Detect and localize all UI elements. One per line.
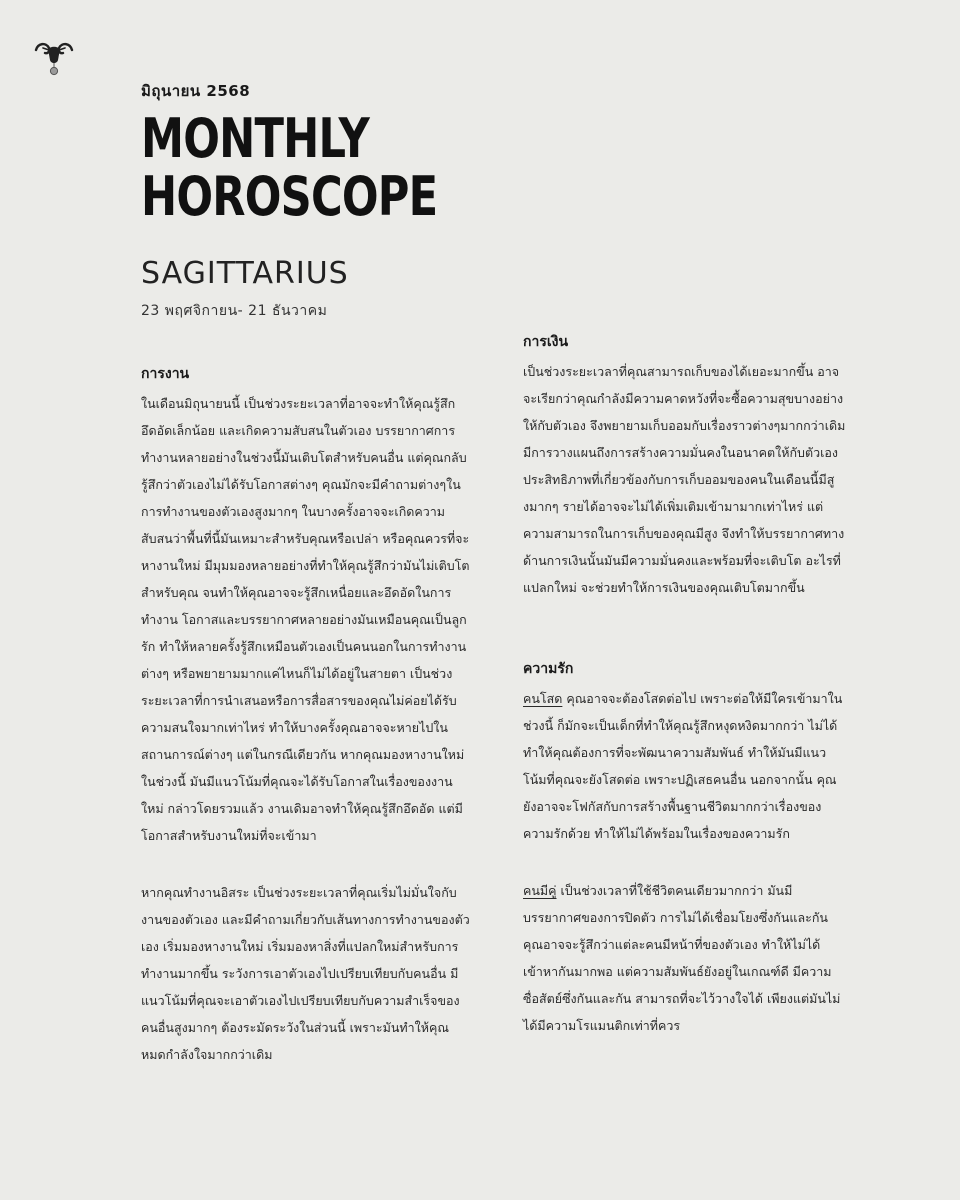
column-right	[523, 330, 848, 1039]
page-title	[141, 107, 438, 228]
love-couple-text: เป็นช่วงเวลาที่ใช้ชีวิตคนเดียวมากกว่า มันมีบรรยากาศของการปิดตัว การไม่ได้เชื่อมโยงซึ่งกันและกัน คุณอาจจะรู้สึกว่าแต่ละคนมีหน้าที่ของตัวเอง ทำให้ไม่ได้เข้าหากันมากพอ แต่ความสัมพันธ์ยังอยู่ในเกณฑ์ดี มีความซื่อสัตย์ซึ่งกันและกัน สามารถที่จะไว้วางใจได้ เพียงแต่มันไม่ได้มีความโรแมนติกเท่าที่ควร	[523, 883, 841, 1033]
column-left	[141, 362, 471, 1068]
love-couple-label: คนมีคู่	[523, 883, 557, 898]
section-work	[141, 362, 471, 1068]
love-single-text: คุณอาจจะต้องโสดต่อไป เพราะต่อให้มีใครเข้ามาในช่วงนี้ ก็มักจะเป็นเด็กที่ทำให้คุณรู้สึกหงุดหงิดมากกว่า ไม่ได้ทำให้คุณต้องการที่จะพัฒนาความสัมพันธ์ ทำให้มันมีแนวโน้มที่คุณจะยังโสดต่อ เพราะปฏิเสธคนอื่น นอกจากนั้น คุณยังอาจจะโฟกัสกับการสร้างพื้นฐานชีวิตมากกว่าเรื่องของความรักด้วย ทำให้ไม่ได้พร้อมในเรื่องของความรัก	[523, 691, 843, 841]
sign-date-range: 23 พฤศจิกายน- 21 ธันวาคม	[141, 303, 328, 319]
ram-head-icon	[32, 40, 76, 78]
page-header	[141, 80, 501, 322]
work-paragraph-2: หากคุณทำงานอิสระ เป็นช่วงระยะเวลาที่คุณเริ่มไม่มั่นใจกับงานของตัวเอง และมีคำถามเกี่ยวกับเส้นทางการทำงานของตัวเอง เริ่มมองหางานใหม่ เริ่มมองหาสิ่งที่แปลกใหม่สำหรับการทำงานมากขึ้น ระวังการเอาตัวเองไปเปรียบเทียบกับคนอื่น มีแนวโน้มที่คุณจะเอาตัวเองไปเปรียบเทียบกับความสำเร็จของคนอื่นสูงมากๆ ต้องระมัดระวังในส่วนนี้ เพราะมันทำให้คุณหมดกำลังใจมากกว่าเดิม	[141, 885, 470, 1062]
section-heading-love: ความรัก	[523, 661, 574, 677]
section-love	[523, 657, 848, 1039]
spacer	[523, 847, 848, 877]
spacer	[523, 601, 848, 657]
love-couple-paragraph	[523, 877, 848, 1039]
section-heading-finance: การเงิน	[523, 334, 569, 350]
zodiac-sign: SAGITTARIUS	[141, 256, 349, 291]
aries-ram-logo-icon	[32, 40, 76, 78]
title-line-monthly: MONTHLY	[141, 107, 369, 170]
love-single-paragraph	[523, 685, 848, 847]
section-finance	[523, 330, 848, 601]
spacer	[141, 849, 471, 879]
work-paragraph-1: ในเดือนมิถุนายนนี้ เป็นช่วงระยะเวลาที่อาจจะทำให้คุณรู้สึกอึดอัดเล็กน้อย และเกิดความสับสนในตัวเอง บรรยากาศการทำงานหลายอย่างในช่วงนี้มันเติบโตสำหรับคนอื่น แต่คุณกลับรู้สึกว่าตัวเองไม่ได้รับโอกาสต่างๆ คุณมักจะมีคำถามต่างๆในการทำงานของตัวเองสูงมากๆ ในบางครั้งอาจจะเกิดความสับสนว่าพื้นที่นี้มันเหมาะสำหรับคุณหรือเปล่า หรือคุณควรที่จะหางานใหม่ มีมุมมองหลายอย่างที่ทำให้คุณรู้สึกว่ามันไม่เติบโตสำหรับคุณ จนทำให้คุณอาจจะรู้สึกเหนื่อยและอึดอัดในการทำงาน โอกาสและบรรยากาศหลายอย่างมันเหมือนคุณเป็นลูกรัก ทำให้หลายครั้งรู้สึกเหมือนตัวเองเป็นคนนอกในการทำงานต่างๆ หรือพยายามมากแค่ไหนก็ไม่ได้อยู่ในสายตา เป็นช่วงระยะเวลาที่การนำเสนอหรือการสื่อสารของคุณไม่ค่อยได้รับความสนใจมากเท่าไหร่ ทำให้บางครั้งคุณอาจจะหายไปในสถานการณ์ต่างๆ แต่ในกรณีเดียวกัน หากคุณมองหางานใหม่ในช่วงนี้ มันมีแนวโน้มที่คุณจะได้รับโอกาสในเรื่องของงานใหม่ กล่าวโดยรวมแล้ว งานเดิมอาจทำให้คุณรู้สึกอึดอัด แต่มีโอกาสสำหรับงานใหม่ที่จะเข้ามา	[141, 396, 470, 843]
title-line-horoscope: HOROSCOPE	[141, 165, 438, 228]
finance-paragraph: เป็นช่วงระยะเวลาที่คุณสามารถเก็บของได้เยอะมากขึ้น อาจจะเรียกว่าคุณกำลังมีความคาดหวังที่จะซื้อความสุขบางอย่างให้กับตัวเอง จึงพยายามเก็บออมกับเรื่องราวต่างๆมากกว่าเดิม มีการวางแผนถึงการสร้างความมั่นคงในอนาคตให้กับตัวเอง ประสิทธิภาพที่เกี่ยวข้องกับการเก็บออมของคนในเดือนนี้มีสูงมากๆ รายได้อาจจะไม่ได้เพิ่มเติมเข้ามามากเท่าไหร่ แต่ความสามารถในการเก็บของคุณมีสูง จึงทำให้บรรยากาศทางด้านการเงินนั้นมันมีความมั่นคงและพร้อมที่จะเติบโต อะไรที่แปลกใหม่ จะช่วยทำให้การเงินของคุณเติบโตมากขึ้น	[523, 364, 846, 595]
love-single-label: คนโสด	[523, 691, 563, 706]
month-label: มิถุนายน 2568	[141, 82, 251, 100]
section-heading-work: การงาน	[141, 366, 190, 382]
